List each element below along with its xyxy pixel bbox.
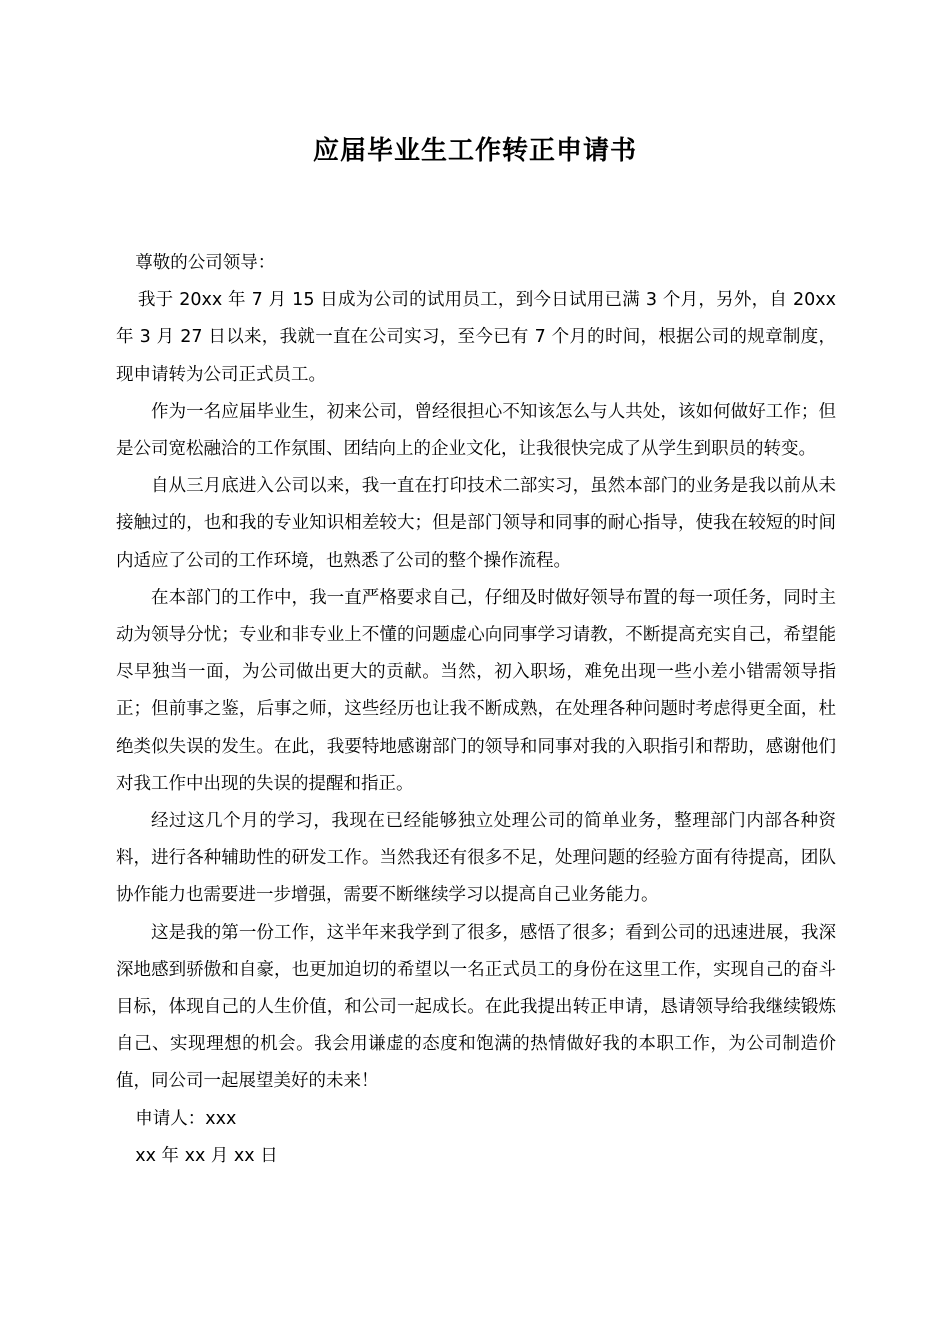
document-title: 应届毕业生工作转正申请书	[312, 136, 637, 166]
applicant-line: 申请人：xxx	[135, 1108, 237, 1129]
paragraph-6: 这是我的第一份工作，这半年来我学到了很多，感悟了很多；看到公司的迅速进展，我深深地感到骄傲和自豪，也更加迫切的希望以一名正式员工的身份在这里工作，实现自己的奋斗目标，体现自己的人生价值，和公司一起成长。在此我提出转正申请，恳请领导给我继续锻炼自己、实现理想的机会。我会用谦虚的态度和饱满的热情做好我的本职工作，为公司制造价值，同公司一起展望美好的未来！	[116, 922, 836, 1092]
document-body	[116, 245, 836, 1175]
date-line: xx 年 xx 月 xx 日	[135, 1145, 278, 1166]
salutation: 尊敬的公司领导：	[135, 253, 276, 273]
paragraph-2: 作为一名应届毕业生，初来公司，曾经很担心不知该怎么与人共处，该如何做好工作；但是公司宽松融洽的工作氛围、团结向上的企业文化，让我很快完成了从学生到职员的转变。	[116, 401, 836, 460]
paragraph-1: 我于 20xx 年 7 月 15 日成为公司的试用员工，到今日试用已满 3 个月，另外，自 20xx 年 3 月 27 日以来，我就一直在公司实习，至今已有 7 个月的时间，根据公司的规章制度，现申请转为公司正式员工。	[116, 290, 836, 385]
paragraph-5: 经过这几个月的学习，我现在已经能够独立处理公司的简单业务，整理部门内部各种资料，进行各种辅助性的研发工作。当然我还有很多不足，处理问题的经验方面有待提高，团队协作能力也需要进一步增强，需要不断继续学习以提高自己业务能力。	[116, 811, 836, 906]
paragraph-3: 自从三月底进入公司以来，我一直在打印技术二部实习，虽然本部门的业务是我以前从未接触过的，也和我的专业知识相差较大；但是部门领导和同事的耐心指导，使我在较短的时间内适应了公司的工作环境，也熟悉了公司的整个操作流程。	[116, 476, 836, 571]
paragraph-4: 在本部门的工作中，我一直严格要求自己，仔细及时做好领导布置的每一项任务，同时主动为领导分忧；专业和非专业上不懂的问题虚心向同事学习请教，不断提高充实自己，希望能尽早独当一面，为公司做出更大的贡献。当然，初入职场，难免出现一些小差小错需领导指正；但前事之鉴，后事之师，这些经历也让我不断成熟，在处理各种问题时考虑得更全面，杜绝类似失误的发生。在此，我要特地感谢部门的领导和同事对我的入职指引和帮助，感谢他们对我工作中出现的失误的提醒和指正。	[116, 587, 836, 794]
